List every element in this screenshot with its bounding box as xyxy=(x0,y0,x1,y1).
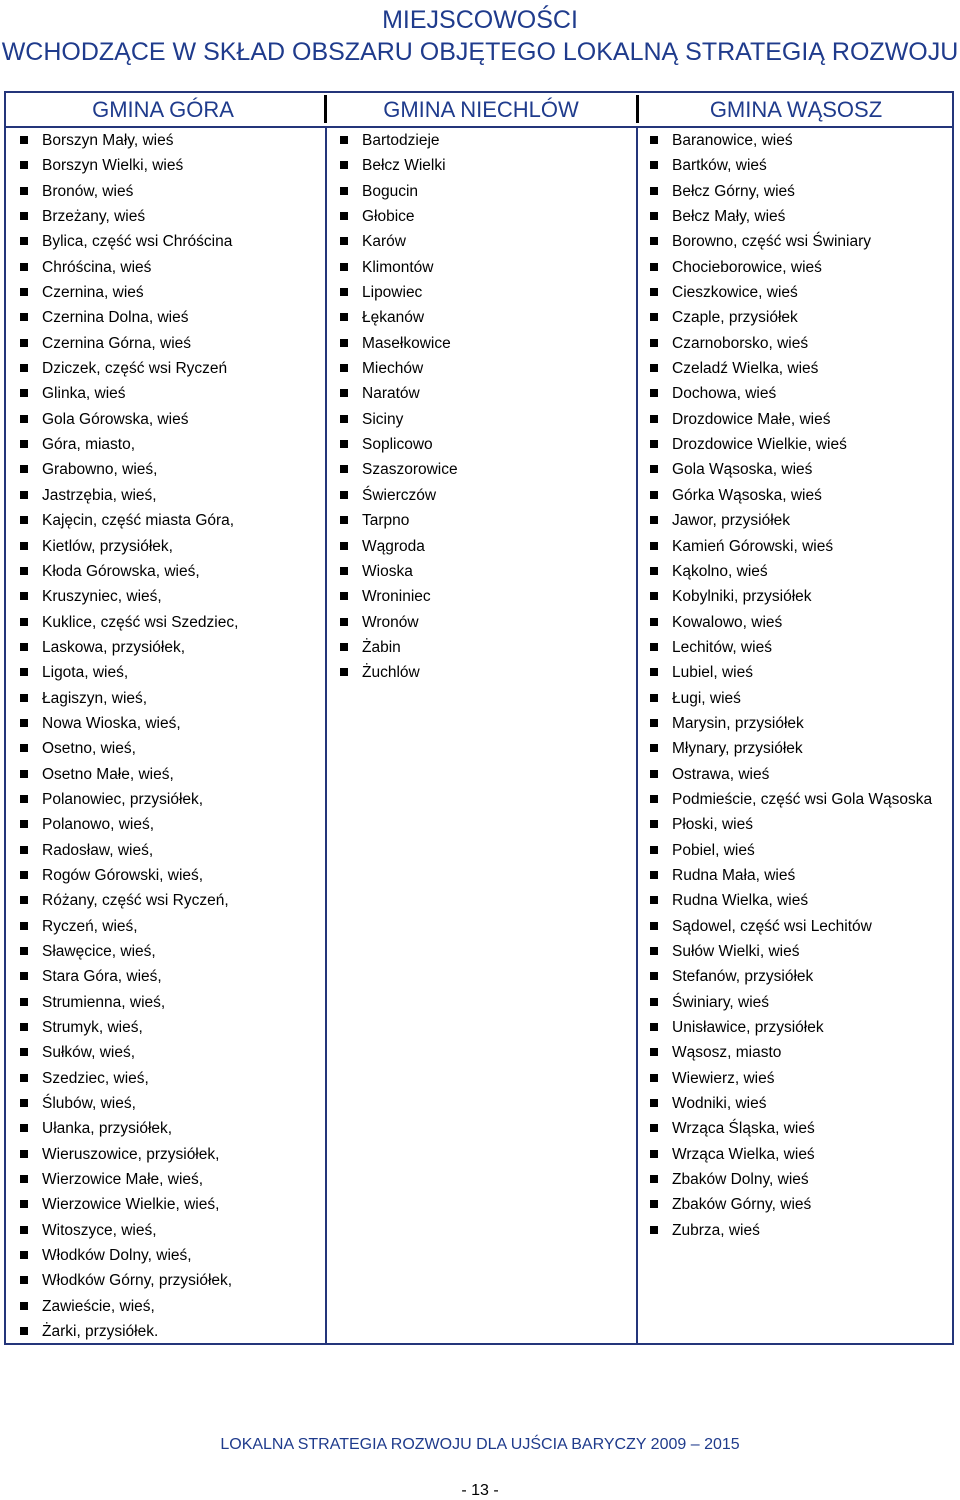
list-item: Rudna Mała, wieś xyxy=(642,863,950,888)
list-item: Strumyk, wieś, xyxy=(12,1015,322,1040)
list-item: Drozdowice Wielkie, wieś xyxy=(642,432,950,457)
column-divider xyxy=(325,126,327,1343)
list-item: Nowa Wioska, wieś, xyxy=(12,711,322,736)
list-item: Czeladź Wielka, wieś xyxy=(642,356,950,381)
list-item: Bogucin xyxy=(332,179,632,204)
list-item: Naratów xyxy=(332,381,632,406)
list-item: Czernina Górna, wieś xyxy=(12,331,322,356)
list-item: Masełkowice xyxy=(332,331,632,356)
list-item: Górka Wąsoska, wieś xyxy=(642,483,950,508)
list-item: Głobice xyxy=(332,204,632,229)
list-item: Żarki, przysiółek. xyxy=(12,1319,322,1344)
list-item: Włodków Dolny, wieś, xyxy=(12,1243,322,1268)
list-item: Radosław, wieś, xyxy=(12,838,322,863)
list-item: Sułów Wielki, wieś xyxy=(642,939,950,964)
list-item: Pobiel, wieś xyxy=(642,838,950,863)
list-item: Cieszkowice, wieś xyxy=(642,280,950,305)
list-item: Rudna Wielka, wieś xyxy=(642,888,950,913)
page-title: MIEJSCOWOŚCI xyxy=(382,6,578,34)
list-item: Czarnoborsko, wieś xyxy=(642,331,950,356)
list-item: Kuklice, część wsi Szedziec, xyxy=(12,610,322,635)
list-item: Wroniniec xyxy=(332,584,632,609)
list-item: Drozdowice Małe, wieś xyxy=(642,407,950,432)
list-item: Zbaków Dolny, wieś xyxy=(642,1167,950,1192)
list-item: Stara Góra, wieś, xyxy=(12,964,322,989)
list-item: Wierzowice Małe, wieś, xyxy=(12,1167,322,1192)
list-item: Wąsosz, miasto xyxy=(642,1040,950,1065)
list-item: Dochowa, wieś xyxy=(642,381,950,406)
list-item: Wierzowice Wielkie, wieś, xyxy=(12,1192,322,1217)
list-item: Glinka, wieś xyxy=(12,381,322,406)
footer-text: LOKALNA STRATEGIA ROZWOJU DLA UJŚCIA BARYCZY 2009 – 2015 xyxy=(220,1436,740,1453)
list-item: Kietlów, przysiółek, xyxy=(12,534,322,559)
list-item: Strumienna, wieś, xyxy=(12,990,322,1015)
list-item: Chocieborowice, wieś xyxy=(642,255,950,280)
list-item: Sądowel, część wsi Lechitów xyxy=(642,914,950,939)
header-separator xyxy=(324,95,327,123)
list-item: Świerczów xyxy=(332,483,632,508)
column-header-niechlow: GMINA NIECHLÓW xyxy=(383,97,579,122)
list-item: Zbaków Górny, wieś xyxy=(642,1192,950,1217)
list-item: Wiewierz, wieś xyxy=(642,1066,950,1091)
column-divider xyxy=(636,126,638,1343)
list-item: Miechów xyxy=(332,356,632,381)
list-item: Sułków, wieś, xyxy=(12,1040,322,1065)
list-item: Różany, część wsi Ryczeń, xyxy=(12,888,322,913)
list-item: Bartków, wieś xyxy=(642,153,950,178)
list-item: Chróścina, wieś xyxy=(12,255,322,280)
list-item: Unisławice, przysiółek xyxy=(642,1015,950,1040)
list-item: Ułanka, przysiółek, xyxy=(12,1116,322,1141)
list-item: Góra, miasto, xyxy=(12,432,322,457)
list-item: Baranowice, wieś xyxy=(642,128,950,153)
list-item: Ostrawa, wieś xyxy=(642,762,950,787)
list-item: Stefanów, przysiółek xyxy=(642,964,950,989)
list-item: Młynary, przysiółek xyxy=(642,736,950,761)
list-item: Bełcz Mały, wieś xyxy=(642,204,950,229)
list-item: Borszyn Wielki, wieś xyxy=(12,153,322,178)
list-item: Ślubów, wieś, xyxy=(12,1091,322,1116)
list-item: Zawieście, wieś, xyxy=(12,1294,322,1319)
list-item: Bełcz Wielki xyxy=(332,153,632,178)
list-item: Kobylniki, przysiółek xyxy=(642,584,950,609)
list-item: Szaszorowice xyxy=(332,457,632,482)
list-item: Czaple, przysiółek xyxy=(642,305,950,330)
list-item: Bylica, część wsi Chróścina xyxy=(12,229,322,254)
list-item: Dziczek, część wsi Ryczeń xyxy=(12,356,322,381)
list-wasosz xyxy=(642,128,950,1243)
list-item: Polanowo, wieś, xyxy=(12,812,322,837)
list-item: Witoszyce, wieś, xyxy=(12,1218,322,1243)
list-item: Świniary, wieś xyxy=(642,990,950,1015)
list-item: Kąkolno, wieś xyxy=(642,559,950,584)
list-item: Polanowiec, przysiółek, xyxy=(12,787,322,812)
list-item: Wioska xyxy=(332,559,632,584)
list-item: Jawor, przysiółek xyxy=(642,508,950,533)
list-niechlow xyxy=(332,128,632,686)
list-item: Gola Wąsoska, wieś xyxy=(642,457,950,482)
list-item: Borszyn Mały, wieś xyxy=(12,128,322,153)
list-item: Sławęcice, wieś, xyxy=(12,939,322,964)
list-item: Czernina Dolna, wieś xyxy=(12,305,322,330)
list-item: Kowalowo, wieś xyxy=(642,610,950,635)
column-header-wasosz: GMINA WĄSOSZ xyxy=(709,97,883,122)
list-item: Żabin xyxy=(332,635,632,660)
list-item: Łękanów xyxy=(332,305,632,330)
list-item: Bełcz Górny, wieś xyxy=(642,179,950,204)
list-item: Szedziec, wieś, xyxy=(12,1066,322,1091)
list-item: Kruszyniec, wieś, xyxy=(12,584,322,609)
municipalities-table xyxy=(4,91,954,1345)
list-item: Siciny xyxy=(332,407,632,432)
list-item: Lubiel, wieś xyxy=(642,660,950,685)
list-item: Ligota, wieś, xyxy=(12,660,322,685)
list-item: Wągroda xyxy=(332,534,632,559)
list-item: Marysin, przysiółek xyxy=(642,711,950,736)
list-item: Klimontów xyxy=(332,255,632,280)
list-item: Rogów Górowski, wieś, xyxy=(12,863,322,888)
list-item: Jastrzębia, wieś, xyxy=(12,483,322,508)
list-item: Czernina, wieś xyxy=(12,280,322,305)
list-item: Wrząca Wielka, wieś xyxy=(642,1142,950,1167)
list-item: Grabowno, wieś, xyxy=(12,457,322,482)
list-item: Ługi, wieś xyxy=(642,686,950,711)
list-item: Lechitów, wieś xyxy=(642,635,950,660)
list-item: Lipowiec xyxy=(332,280,632,305)
list-item: Kamień Górowski, wieś xyxy=(642,534,950,559)
list-item: Zubrza, wieś xyxy=(642,1218,950,1243)
list-item: Podmieście, część wsi Gola Wąsoska xyxy=(642,787,950,812)
list-item: Bronów, wieś xyxy=(12,179,322,204)
list-item: Wrząca Śląska, wieś xyxy=(642,1116,950,1141)
list-item: Włodków Górny, przysiółek, xyxy=(12,1268,322,1293)
list-item: Osetno Małe, wieś, xyxy=(12,762,322,787)
list-item: Soplicowo xyxy=(332,432,632,457)
list-item: Bartodzieje xyxy=(332,128,632,153)
list-item: Ryczeń, wieś, xyxy=(12,914,322,939)
list-item: Wodniki, wieś xyxy=(642,1091,950,1116)
list-item: Wronów xyxy=(332,610,632,635)
list-item: Karów xyxy=(332,229,632,254)
list-item: Kajęcin, część miasta Góra, xyxy=(12,508,322,533)
list-item: Brzeżany, wieś xyxy=(12,204,322,229)
list-item: Żuchlów xyxy=(332,660,632,685)
page-number: - 13 - xyxy=(461,1482,499,1499)
list-gora xyxy=(12,128,322,1345)
list-item: Kłoda Górowska, wieś, xyxy=(12,559,322,584)
list-item: Tarpno xyxy=(332,508,632,533)
list-item: Wieruszowice, przysiółek, xyxy=(12,1142,322,1167)
column-header-gora: GMINA GÓRA xyxy=(92,97,234,122)
list-item: Łagiszyn, wieś, xyxy=(12,686,322,711)
page-subtitle: WCHODZĄCE W SKŁAD OBSZARU OBJĘTEGO LOKALNĄ STRATEGIĄ ROZWOJU xyxy=(1,38,959,66)
list-item: Borowno, część wsi Świniary xyxy=(642,229,950,254)
header-separator xyxy=(636,95,639,123)
list-item: Płoski, wieś xyxy=(642,812,950,837)
list-item: Laskowa, przysiółek, xyxy=(12,635,322,660)
list-item: Gola Górowska, wieś xyxy=(12,407,322,432)
list-item: Osetno, wieś, xyxy=(12,736,322,761)
